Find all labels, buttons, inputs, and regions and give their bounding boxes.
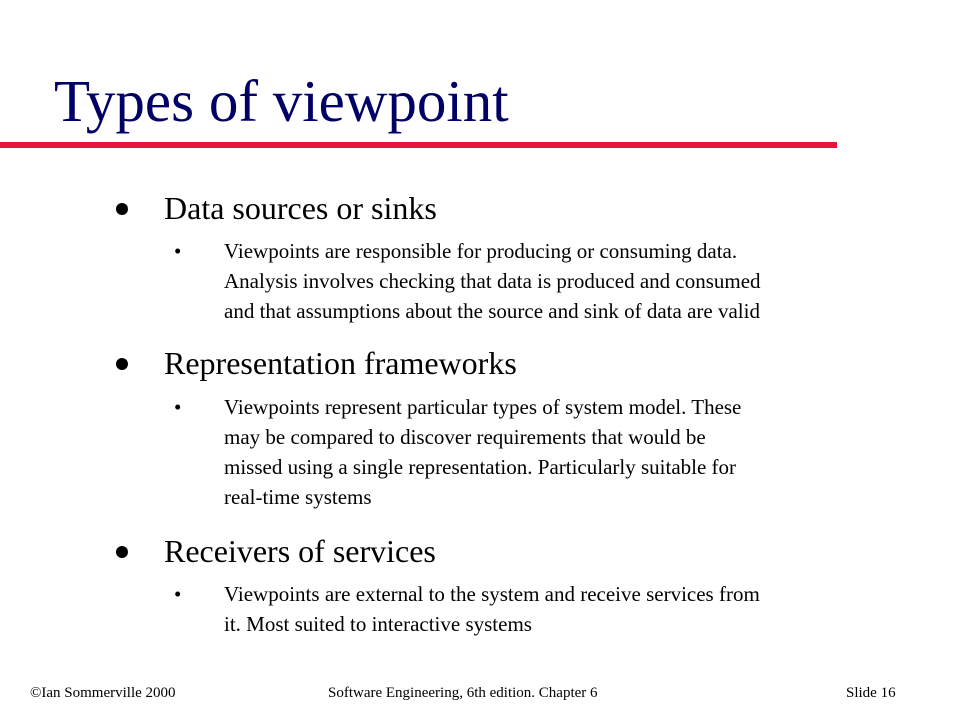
bullet-detail-receivers-of-services: Viewpoints are external to the system and receive services from it. Most suited to interactive systems [224,582,760,636]
filled-circle-bullet-icon [116,203,128,215]
footer-book-title: Software Engineering, 6th edition. Chapter 6 [328,685,598,701]
bullet-heading-data-sources: Data sources or sinks [164,190,437,226]
bullet-heading-representation-frameworks: Representation frameworks [164,345,517,381]
footer-copyright: ©Ian Sommerville 2000 [30,685,176,701]
footer-slide-number: Slide 16 [846,685,896,701]
bullet-detail-representation-frameworks: Viewpoints represent particular types of system model. These may be compared to discover requirements that would be missed using a single representation. Particularly suitable for real-time systems [224,395,742,509]
sub-bullet-marker: • [174,582,182,606]
bullet-detail-data-sources: Viewpoints are responsible for producing or consuming data. Analysis involves checking that data is produced and consumed and that assumptions about the source and sink of data are valid [224,239,761,323]
title-underline [0,142,837,148]
sub-bullet-marker: • [174,239,182,263]
filled-circle-bullet-icon [116,546,128,558]
sub-bullet-marker: • [174,395,182,419]
slide-title: Types of viewpoint [54,68,509,134]
filled-circle-bullet-icon [116,358,128,370]
bullet-heading-receivers-of-services: Receivers of services [164,533,436,569]
